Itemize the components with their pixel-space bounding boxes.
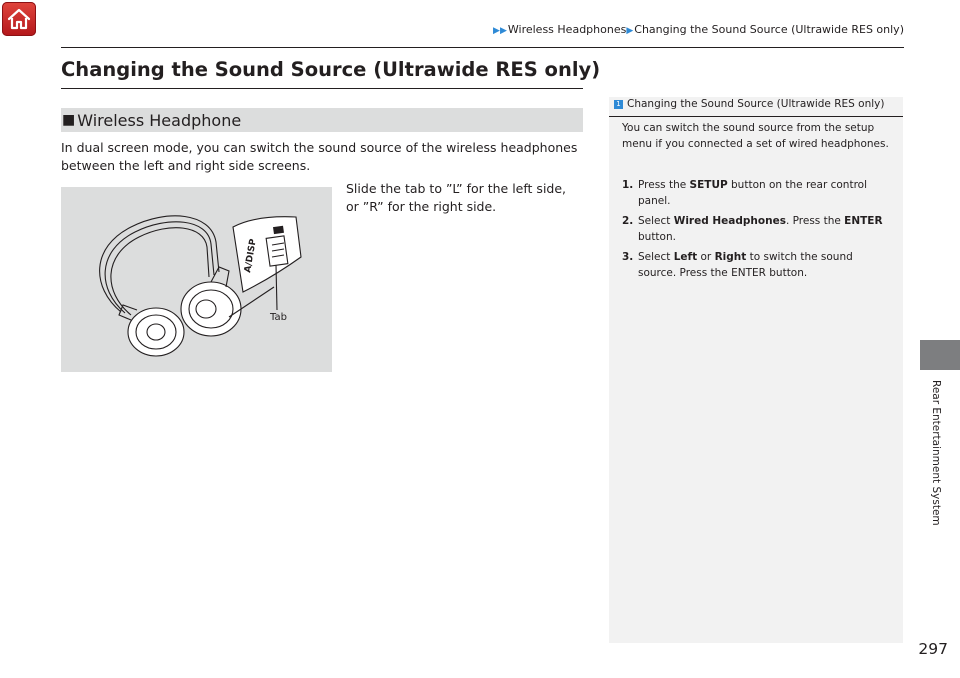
note-marker-icon: 1 xyxy=(614,100,623,109)
sidebar-steps xyxy=(622,177,894,285)
step-instruction: Slide the tab to ”L” for the left side, or ”R” for the right side. xyxy=(346,181,567,214)
sidebar-note xyxy=(609,97,903,643)
list-item xyxy=(622,249,894,281)
intro-paragraph: In dual screen mode, you can switch the sound source of the wireless headphones between the left and right side screens. xyxy=(61,140,578,173)
step-text: Press the SETUP button on the rear control panel. xyxy=(638,179,867,207)
top-divider xyxy=(61,47,904,48)
switch-label-text: A/DISP xyxy=(243,238,259,274)
section-marker-icon: ■ xyxy=(62,112,76,128)
home-icon xyxy=(6,7,32,31)
list-item xyxy=(622,213,894,245)
breadcrumb-link-wireless-headphones[interactable]: Wireless Headphones xyxy=(507,23,627,36)
step-text: Select Wired Headphones. Press the ENTER button. xyxy=(638,215,883,243)
section-title: Wireless Headphone xyxy=(77,110,242,130)
tab-callout-label: Tab xyxy=(270,312,287,323)
title-divider xyxy=(61,88,583,89)
chapter-label: Rear Entertainment System xyxy=(930,380,942,526)
sidebar-intro: You can switch the sound source from the setup menu if you connected a set of wired headphones. xyxy=(622,122,889,150)
page-title: Changing the Sound Source (Ultrawide RES only) xyxy=(61,58,601,81)
step-number: 2. xyxy=(622,215,634,227)
chapter-tab[interactable] xyxy=(920,340,960,370)
list-item xyxy=(622,177,894,209)
breadcrumb-arrow-icon: ▶▶ xyxy=(493,26,507,36)
headphone-illustration xyxy=(61,187,332,372)
breadcrumb-arrow-icon: ▶ xyxy=(626,26,634,36)
headphone-figure xyxy=(61,187,332,372)
step-text: Select Left or Right to switch the sound source. Press the ENTER button. xyxy=(638,251,853,279)
breadcrumb xyxy=(493,23,904,36)
sidebar-heading xyxy=(609,98,903,117)
page-number: 297 xyxy=(918,640,948,658)
section-heading xyxy=(61,108,583,132)
breadcrumb-link-changing-sound-source[interactable]: Changing the Sound Source (Ultrawide RES only) xyxy=(634,23,904,36)
home-button[interactable] xyxy=(2,2,36,36)
step-number: 1. xyxy=(622,179,634,191)
step-number: 3. xyxy=(622,251,634,263)
sidebar-heading-text: Changing the Sound Source (Ultrawide RES only) xyxy=(627,98,885,110)
